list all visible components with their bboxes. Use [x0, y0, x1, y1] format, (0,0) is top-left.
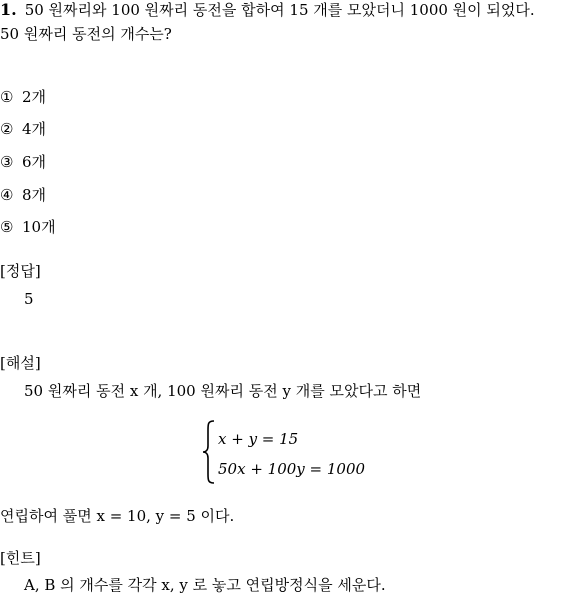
hint-heading: [힌트]: [0, 549, 41, 567]
explanation-line-1: 50 원짜리 동전 x 개, 100 원짜리 동전 y 개를 모았다고 하면: [24, 382, 422, 400]
choice-2-mark: ②: [0, 120, 14, 138]
choice-3-label: 6개: [22, 153, 47, 171]
choice-4-mark: ④: [0, 186, 14, 204]
question-text-1: 50 원짜리와 100 원짜리 동전을 합하여 15 개를 모았더니 1000 원이 되었다.: [24, 1, 535, 19]
choice-3-mark: ③: [0, 153, 14, 171]
choice-3: [0, 153, 46, 171]
choice-5-label: 10개: [22, 218, 56, 236]
choice-5: [0, 218, 56, 236]
choice-2: [0, 120, 46, 138]
question-number: 1.: [0, 0, 17, 19]
choice-1-label: 2개: [22, 88, 47, 106]
answer-heading: [정답]: [0, 262, 41, 280]
choice-2-label: 4개: [22, 120, 47, 138]
explanation-line-2: 연립하여 풀면 x = 10, y = 5 이다.: [0, 507, 235, 525]
choice-1-mark: ①: [0, 88, 14, 106]
left-brace-icon: [202, 420, 216, 484]
choice-5-mark: ⑤: [0, 218, 14, 236]
choice-4: [0, 186, 46, 204]
explanation-heading: [해설]: [0, 354, 41, 372]
question-line-1: [0, 1, 535, 19]
hint-text: A, B 의 개수를 각각 x, y 로 놓고 연립방정식을 세운다.: [24, 576, 386, 594]
equation-system: [202, 420, 402, 484]
choice-1: [0, 88, 46, 106]
equation-1: x + y = 15: [218, 430, 299, 448]
equation-2: 50x + 100y = 1000: [218, 460, 366, 478]
answer-value: 5: [24, 290, 34, 308]
choice-4-label: 8개: [22, 186, 47, 204]
question-text-2: 50 원짜리 동전의 개수는?: [0, 25, 172, 43]
